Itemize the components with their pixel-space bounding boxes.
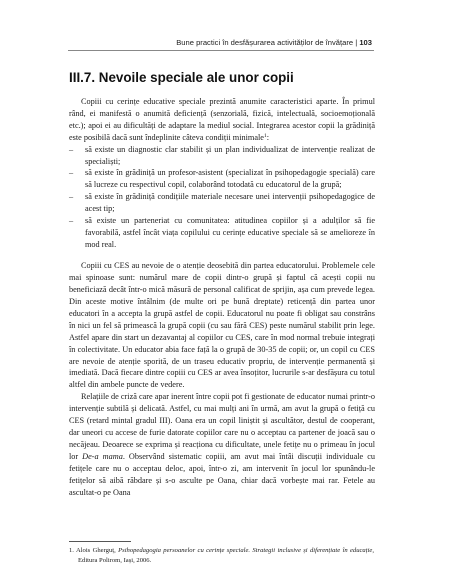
- crisis-paragraph: [69, 391, 375, 498]
- running-title: Bune practici în desfășurarea activităților de învățare: [176, 38, 354, 47]
- crisis-text: Relațiile de criză care apar inerent între copii pot fi gestionate de educator numai printr-o intervenție subtilă și delicată. Astfel, cu mai mulți ani în urmă, am avut la grupă o fetiță cu CES (retard mintal gradul III). Oana era un copil liniștit și ascultător, destul de cooperant, dar uneori cu accese de furie datorate copiilor care nu o acceptau ca partener de joacă sau o necăjeau. Deoarece se exprima și reacționa cu dificultate, unele fetițe nu o primeau în jocul lor: [69, 392, 375, 461]
- footnote-ref: 1: [263, 132, 267, 139]
- crisis-text-continued: . Observând sistematic copiii, am avut mai întâi discuții individuale cu fetițele care nu o acceptau deloc, apoi, într-o zi, am intervenit în jocul lor spunându-le fetițelor să aibă răbdare și s-o asculte pe Oana, chiar dacă vorbește mai rar. Fetele au ascultat-o pe Oana: [69, 451, 375, 497]
- list-item-text: să existe un diagnostic clar stabilit și un plan individualizat de intervenție realizat de specialiști;: [85, 144, 375, 166]
- list-dash: –: [69, 192, 74, 202]
- body-text: [69, 96, 375, 498]
- footnote-rule: [69, 541, 131, 542]
- list-dash: –: [69, 216, 74, 226]
- running-header: [176, 38, 372, 47]
- conditions-list: [69, 144, 375, 251]
- section-title: III.7. Nevoile speciale ale unor copii: [69, 70, 294, 85]
- intro-paragraph: [69, 96, 375, 144]
- list-dash: –: [69, 144, 74, 154]
- game-name: De-a mama: [82, 451, 123, 461]
- list-item: [69, 191, 375, 215]
- intro-colon: :: [266, 132, 270, 142]
- list-item: [69, 215, 375, 251]
- footnote-title: Psihopedagogia persoanelor cu cerințe speciale. Strategii inclusive și diferențiate în educație: [118, 547, 373, 554]
- footnote-publisher: , Editura Polirom, Iași, 2006.: [78, 547, 374, 564]
- ces-paragraph: Copiii cu CES au nevoie de o atenție deosebită din partea educatorului. Problemele cele mai spinoase sunt: numărul mare de copii dintr-o grupă și faptul că acești copii nu beneficiază decât într-o mică măsură de personal calificat de sprijin, așa cum prevede legea. Din aceste motive întâlnim (de multe ori pe bună dreptate) reticență din partea unor educatori în a accepta la grupă astfel de copii. Educatorul nu poate fi obligat sau constrâns în nici un fel să primească la grupă copii (cu sau fără CES) peste numărul stabilit prin lege. Astfel apare din start un dezavantaj al copiilor cu CES, care în mod normal trebuie integrați în colectivitate. Un educator abia face față la o grupă de 30-35 de copii; or, un copil cu CES are nevoie de atenție sporită, de un traseu educativ propriu, de intervenție permanentă și imediată. Dacă fiecare dintre copiii cu CES ar avea însoțitor, lucrurile s-ar desfășura cu totul altfel din ambele puncte de vedere.: [69, 261, 375, 390]
- footnote-author: Alois Gherguț,: [75, 547, 116, 554]
- page-number: 103: [359, 38, 372, 47]
- header-rule: [68, 50, 374, 51]
- list-item: [69, 144, 375, 168]
- list-dash: –: [69, 168, 74, 178]
- list-item-text: să existe în grădiniță un profesor-asistent (specializat în psihopedagogie specială) care să lucreze cu respectivul copil, colaborând totodată cu educatorul de la grupă;: [85, 168, 375, 190]
- list-item: [69, 167, 375, 191]
- footnote: [69, 546, 374, 565]
- footnote-number: 1.: [69, 547, 74, 554]
- list-item-text: să existe un parteneriat cu comunitatea: atitudinea copiilor și a adulților să fie favorabilă, astfel încât viața copilului cu cerințe educative speciale să se amelioreze în mod real.: [85, 216, 375, 249]
- list-item-text: să existe în grădiniță condițiile materiale necesare unei intervenții psihopedagogice de acest tip;: [85, 192, 375, 214]
- intro-text: Copiii cu cerințe educative speciale prezintă anumite caracteristici aparte. În primul rând, ei manifestă o anumită deficiență (senzorială, fizică, intelectuală, socioemoțională etc.); apoi ei au dificultăți de adaptare la mediul social. Integrarea acestor copii la grădiniță este posibilă dacă sunt îndeplinite câteva condiții minimale: [69, 97, 375, 142]
- header-separator: |: [355, 38, 358, 47]
